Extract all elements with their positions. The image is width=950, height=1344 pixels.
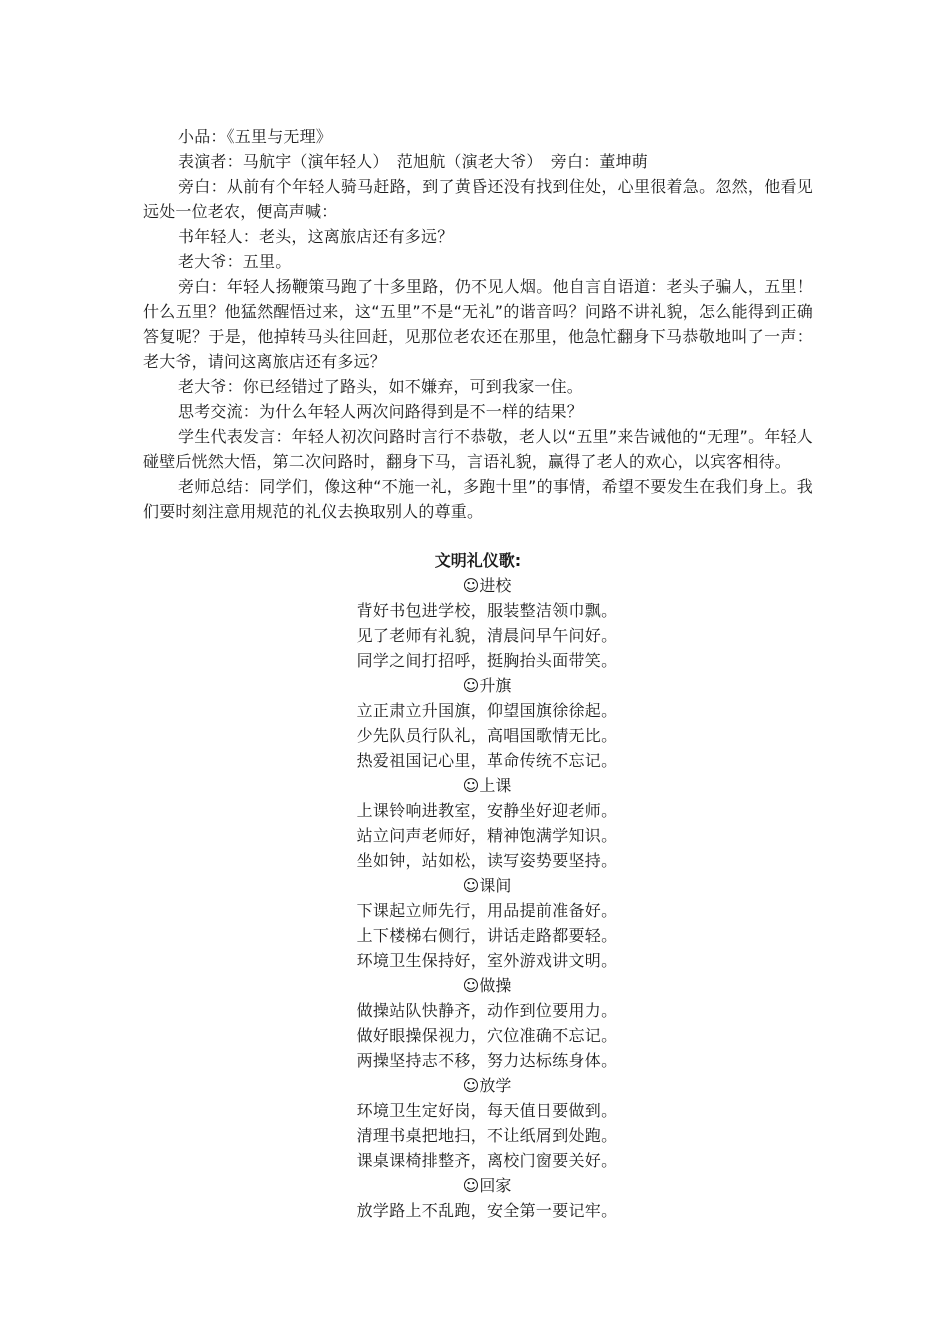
old-man-line: 老大爷：你已经错过了路头，如不嫌弃，可到我家一住。 [178,377,584,396]
teacher-summary: 老师总结：同学们，像这种“不施一礼，多跑十里”的事情，希望不要发生在我们身上。我们要时刻注意用规范的礼仪去换取别人的尊重。 [143,477,813,521]
section-heading: ☺升旗 [462,676,512,695]
section-heading: ☺回家 [462,1176,512,1195]
song-line: 少先队员行队礼，高唱国歌情无比。 [356,726,618,745]
song-section [143,773,813,873]
section-heading: ☺上课 [462,776,512,795]
old-man-line: 老大爷：五里。 [178,252,292,271]
song-line: 热爱祖国记心里，革命传统不忘记。 [356,751,618,770]
song-line: 下课起立师先行，用品提前准备好。 [356,901,618,920]
young-man-line: 书年轻人：老头，这离旅店还有多远？ [178,227,454,246]
song-title: 文明礼仪歌: [434,551,522,570]
song-line: 背好书包进学校，服装整洁领巾飘。 [356,601,618,620]
section-heading: ☺做操 [462,976,512,995]
song-line: 上下楼梯右侧行，讲话走路都要轻。 [356,926,618,945]
song-line: 上课铃响进教室，安静坐好迎老师。 [356,801,618,820]
song-line: 做操站队快静齐，动作到位要用力。 [356,1001,618,1020]
song-line: 环境卫生保持好，室外游戏讲文明。 [356,951,618,970]
section-heading: ☺进校 [462,576,512,595]
song-line: 放学路上不乱跑，安全第一要记牢。 [356,1201,618,1220]
song-section [143,673,813,773]
song-section [143,973,813,1073]
narration-paragraph: 旁白：从前有个年轻人骑马赶路，到了黄昏还没有找到住处，心里很着急。忽然，他看见远处一位老农，便高声喊： [143,177,813,221]
song-line: 清理书桌把地扫，不让纸屑到处跑。 [356,1126,618,1145]
skit-title-paragraph: 小品：《五里与无理》 [178,127,333,146]
song-line: 立正肃立升国旗，仰望国旗徐徐起。 [356,701,618,720]
song-line: 课桌课椅排整齐，离校门窗要关好。 [356,1151,618,1170]
performers-paragraph: 表演者：马航宇（演年轻人） 范旭航（演老大爷） 旁白：董坤萌 [178,152,649,171]
narration-paragraph: 旁白：年轻人扬鞭策马跑了十多里路，仍不见人烟。他自言自语道：老头子骗人，五里！什么五里？他猛然醒悟过来，这“五里”不是“无礼”的谐音吗？问路不讲礼貌，怎么能得到正确答复呢？于是，他掉转马头往回赶，见那位老农还在那里，他急忙翻身下马恭敬地叫了一声：老大爷，请问这离旅店还有多远？ [143,277,813,371]
song-line: 站立问声老师好，精神饱满学知识。 [356,826,618,845]
section-heading: ☺放学 [462,1076,512,1095]
song-line: 坐如钟，站如松，读写姿势要坚持。 [356,851,618,870]
song-line: 见了老师有礼貌，清晨问早午问好。 [356,626,618,645]
song-section [143,1173,813,1223]
song-line: 两操坚持志不移，努力达标练身体。 [356,1051,618,1070]
section-heading: ☺课间 [462,876,512,895]
student-answer: 学生代表发言：年轻人初次问路时言行不恭敬，老人以“五里”来告诫他的“无理”。年轻人碰壁后恍然大悟，第二次问路时，翻身下马，言语礼貌，赢得了老人的欢心，以宾客相待。 [143,427,813,471]
skit-text [143,124,813,524]
song-section [143,1073,813,1173]
song-section [143,873,813,973]
discussion-question: 思考交流：为什么年轻人两次问路得到是不一样的结果？ [178,402,584,421]
etiquette-song [143,548,813,1223]
song-line: 环境卫生定好岗，每天值日要做到。 [356,1101,618,1120]
song-line: 同学之间打招呼，挺胸抬头面带笑。 [356,651,618,670]
song-section [143,573,813,673]
song-line: 做好眼操保视力，穴位准确不忘记。 [356,1026,618,1045]
